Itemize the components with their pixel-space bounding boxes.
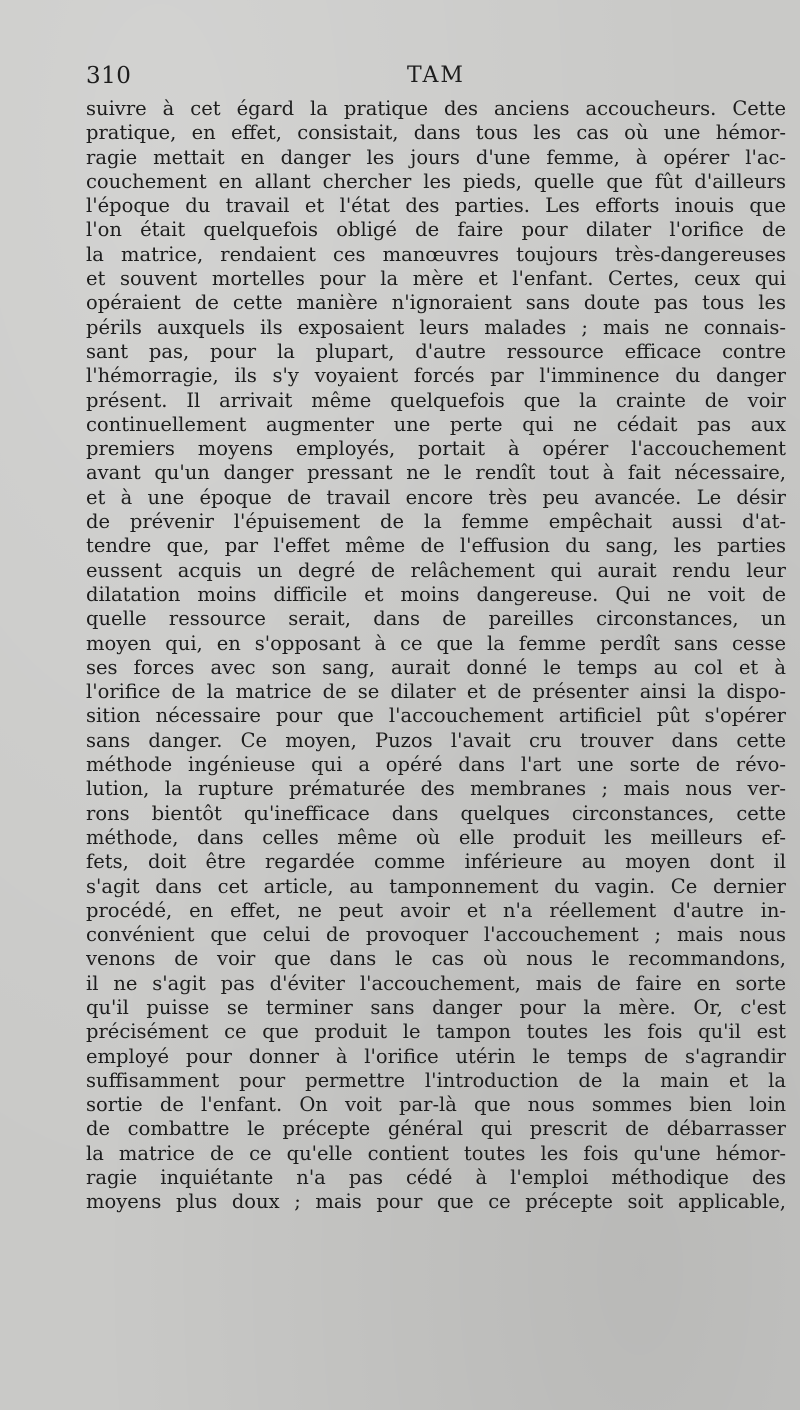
running-head: TAM (407, 63, 465, 88)
text-line: il ne s'agit pas d'éviter l'accouchement, mais de faire en sorte (86, 971, 786, 995)
text-line: venons de voir que dans le cas où nous le recommandons, (86, 947, 786, 971)
text-line: sortie de l'enfant. On voit par-là que nous sommes bien loin (86, 1093, 786, 1117)
text-line: ragie mettait en danger les jours d'une femme, à opérer l'ac- (86, 145, 786, 169)
text-line: convénient que celui de provoquer l'accouchement ; mais nous (86, 923, 786, 947)
text-line: l'orifice de la matrice de se dilater et de présenter ainsi la dispo- (86, 680, 786, 704)
text-line: s'agit dans cet article, au tamponnement du vagin. Ce dernier (86, 874, 786, 898)
text-line: ragie inquiétante n'a pas cédé à l'emploi méthodique des (86, 1166, 786, 1190)
text-line: moyen qui, en s'opposant à ce que la femme perdît sans cesse (86, 631, 786, 655)
text-line: premiers moyens employés, portait à opérer l'accouchement (86, 437, 786, 461)
text-line: avant qu'un danger pressant ne le rendît tout à fait nécessaire, (86, 461, 786, 485)
text-line: couchement en allant chercher les pieds, quelle que fût d'ailleurs (86, 169, 786, 193)
text-line: et souvent mortelles pour la mère et l'enfant. Certes, ceux qui (86, 267, 786, 291)
text-line: l'on était quelquefois obligé de faire pour dilater l'orifice de (86, 218, 786, 242)
page-header (86, 63, 786, 93)
text-line: moyens plus doux ; mais pour que ce précepte soit applicable, (86, 1190, 786, 1214)
text-line: méthode, dans celles même où elle produit les meilleurs ef- (86, 825, 786, 849)
text-line: de combattre le précepte général qui prescrit de débarrasser (86, 1117, 786, 1141)
text-line: lution, la rupture prématurée des membranes ; mais nous ver- (86, 777, 786, 801)
text-line: méthode ingénieuse qui a opéré dans l'art une sorte de révo- (86, 753, 786, 777)
text-line: quelle ressource serait, dans de pareilles circonstances, un (86, 607, 786, 631)
text-line: l'époque du travail et l'état des parties. Les efforts inouis que (86, 194, 786, 218)
body-text (86, 97, 786, 1215)
text-line: sans danger. Ce moyen, Puzos l'avait cru trouver dans cette (86, 728, 786, 752)
text-line: suffisamment pour permettre l'introduction de la main et la (86, 1068, 786, 1092)
text-line: précisément ce que produit le tampon toutes les fois qu'il est (86, 1020, 786, 1044)
text-line: employé pour donner à l'orifice utérin le temps de s'agrandir (86, 1044, 786, 1068)
text-line: suivre à cet égard la pratique des anciens accoucheurs. Cette (86, 97, 786, 120)
text-line: la matrice, rendaient ces manœuvres toujours très-dangereuses (86, 242, 786, 266)
text-line: dilatation moins difficile et moins dangereuse. Qui ne voit de (86, 582, 786, 606)
text-line: tendre que, par l'effet même de l'effusion du sang, les parties (86, 534, 786, 558)
text-line: opéraient de cette manière n'ignoraient sans doute pas tous les (86, 291, 786, 315)
text-line: pratique, en effet, consistait, dans tous les cas où une hémor- (86, 121, 786, 145)
text-line: qu'il puisse se terminer sans danger pour la mère. Or, c'est (86, 995, 786, 1019)
text-line: ses forces avec son sang, aurait donné le temps au col et à (86, 655, 786, 679)
text-line: continuellement augmenter une perte qui ne cédait pas aux (86, 412, 786, 436)
page-number: 310 (86, 63, 132, 89)
text-line: la matrice de ce qu'elle contient toutes les fois qu'une hémor- (86, 1141, 786, 1165)
text-line: eussent acquis un degré de relâchement qui aurait rendu leur (86, 558, 786, 582)
text-line: présent. Il arrivait même quelquefois que la crainte de voir (86, 388, 786, 412)
text-line: sant pas, pour la plupart, d'autre ressource efficace contre (86, 339, 786, 363)
text-line: procédé, en effet, ne peut avoir et n'a réellement d'autre in- (86, 898, 786, 922)
text-line: et à une époque de travail encore très peu avancée. Le désir (86, 485, 786, 509)
text-line: l'hémorragie, ils s'y voyaient forcés par l'imminence du danger (86, 364, 786, 388)
text-line: périls auxquels ils exposaient leurs malades ; mais ne connais- (86, 315, 786, 339)
text-line: sition nécessaire pour que l'accouchement artificiel pût s'opérer (86, 704, 786, 728)
text-line: fets, doit être regardée comme inférieure au moyen dont il (86, 850, 786, 874)
text-line: de prévenir l'épuisement de la femme empêchait aussi d'at- (86, 510, 786, 534)
text-line: rons bientôt qu'inefficace dans quelques circonstances, cette (86, 801, 786, 825)
